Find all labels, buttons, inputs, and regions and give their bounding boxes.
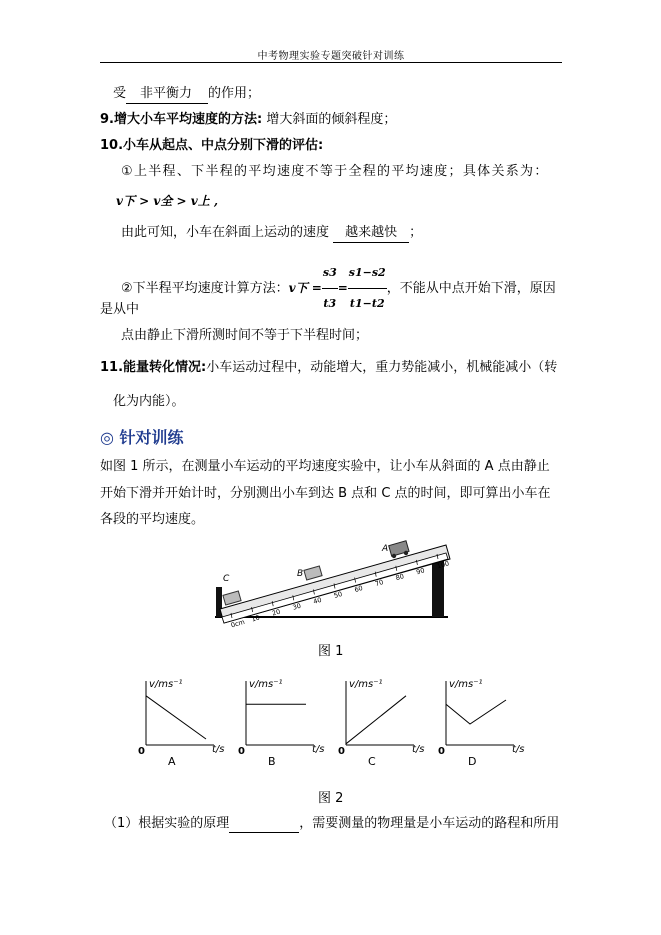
bullet-icon: ◎ [100,428,114,447]
figure-2-caption: 图 2 [318,791,344,806]
y-axis-label: v/ms⁻¹ [349,679,383,690]
fraction-denominator: t1−t2 [349,297,385,310]
answer-blank[interactable] [229,818,299,833]
ruler-tick-label: 30 [291,601,302,612]
paragraph-force [113,85,260,104]
item-9-text: 增大斜面的倾斜程度； [266,112,397,127]
ruler-tick-label: 90 [415,566,426,577]
origin-label: 0 [138,746,145,757]
graph-label-a: A [168,755,176,768]
vt-curve-c [346,696,406,744]
answer-blank: 非平衡力 [126,85,208,104]
text-prefix: 受 [113,86,127,101]
graph-label-c: C [368,755,376,768]
answer-blank: 越来越快 [333,224,409,243]
item-9 [100,111,396,129]
fraction-diff [348,258,387,319]
text-suffix: ； [409,225,423,240]
origin-label: 0 [338,746,345,757]
section-heading [100,425,184,448]
origin-label: 0 [238,746,245,757]
ruler-tick-label: 50 [332,589,344,600]
figure-1-caption: 图 1 [318,644,344,659]
figure-1-incline [210,535,460,635]
item-10-reason-2: 点由静止下滑所测时间不等于下半程时间； [121,328,369,343]
origin-label: 0 [438,746,445,757]
marker-b-box [304,566,322,580]
item-10-reason-1: 是从中 [100,302,140,317]
ruler-tick-label: 100 [435,559,451,571]
text-prefix: （1）根据实验的原理 [104,816,230,831]
item-11 [100,359,557,377]
intro-line-2: 开始下滑并开始计时，分别测出小车到达 B 点和 C 点的时间，即可算出小车在 [100,486,551,501]
label-c: C [223,574,230,584]
item-11-label: 11.能量转化情况: [100,360,207,375]
x-axis-label: t/s [412,744,425,755]
y-axis-label: v/ms⁻¹ [449,679,483,690]
fraction-denominator: t3 [323,297,337,310]
fraction-s3-t3 [322,258,338,319]
item-11-text: 小车运动过程中，动能增大，重力势能减小，机械能减小（转 [206,360,558,375]
marker-c-box [223,591,241,605]
ruler-tick-label: 60 [353,584,364,595]
fraction-numerator: s3 [322,258,338,289]
item-10-method [121,258,556,319]
ruler-tick-label: 20 [271,607,282,618]
y-axis-label: v/ms⁻¹ [149,679,183,690]
ruler-tick-label: 0cm [229,617,246,630]
item-10-relation: ①上半程、下半程的平均速度不等于全程的平均速度；具体关系为： [121,164,549,179]
vt-graphs-svg [130,672,530,772]
label-b: B [297,569,304,579]
text-suffix: 的作用； [208,86,261,101]
cart-wheel [404,551,408,555]
cart-wheel [392,554,396,558]
ruler-tick-label: 80 [394,572,405,583]
text-suffix: ，不能从中点开始下滑，原因 [386,281,556,296]
label-a: A [382,544,389,554]
equals-sign: = [337,281,348,295]
y-axis-label: v/ms⁻¹ [249,679,283,690]
x-axis-label: t/s [312,744,325,755]
page-header: 中考物理实验专题突破针对训练 [257,51,405,62]
item-10-conclusion [121,224,422,243]
text-suffix: ，需要测量的物理量是小车运动的路程和所用 [299,816,560,831]
formula-lhs: v下 = [288,281,322,295]
graph-label-d: D [468,755,477,768]
intro-line-1: 如图 1 所示，在测量小车运动的平均速度实验中，让小车从斜面的 A 点由静止 [100,459,550,474]
x-axis-label: t/s [512,744,525,755]
item-11-continuation: 化为内能）。 [113,394,185,409]
section-title: 针对训练 [119,428,184,447]
ruler-tick-label: 70 [374,578,385,589]
intro-line-3: 各段的平均速度。 [100,512,205,527]
text-prefix: ②下半程平均速度计算方法： [121,281,289,296]
question-1 [104,815,559,833]
x-axis-label: t/s [212,744,225,755]
velocity-relation-formula: v下 > v全 > v上 , [116,194,219,208]
ruler-tick-label: 40 [312,595,323,606]
ruler-tick-label: 10 [250,613,261,624]
graph-label-b: B [268,755,276,768]
header-divider [100,62,562,63]
figure-2-graphs [130,672,530,772]
item-10-label: 10.小车从起点、中点分别下滑的评估: [100,138,324,153]
text-prefix: 由此可知，小车在斜面上运动的速度 [121,225,330,240]
vt-curve-a [146,696,206,739]
vt-curve-d [446,700,506,724]
item-9-label: 9.增大小车平均速度的方法: [100,112,263,127]
fraction-numerator: s1−s2 [348,258,387,289]
